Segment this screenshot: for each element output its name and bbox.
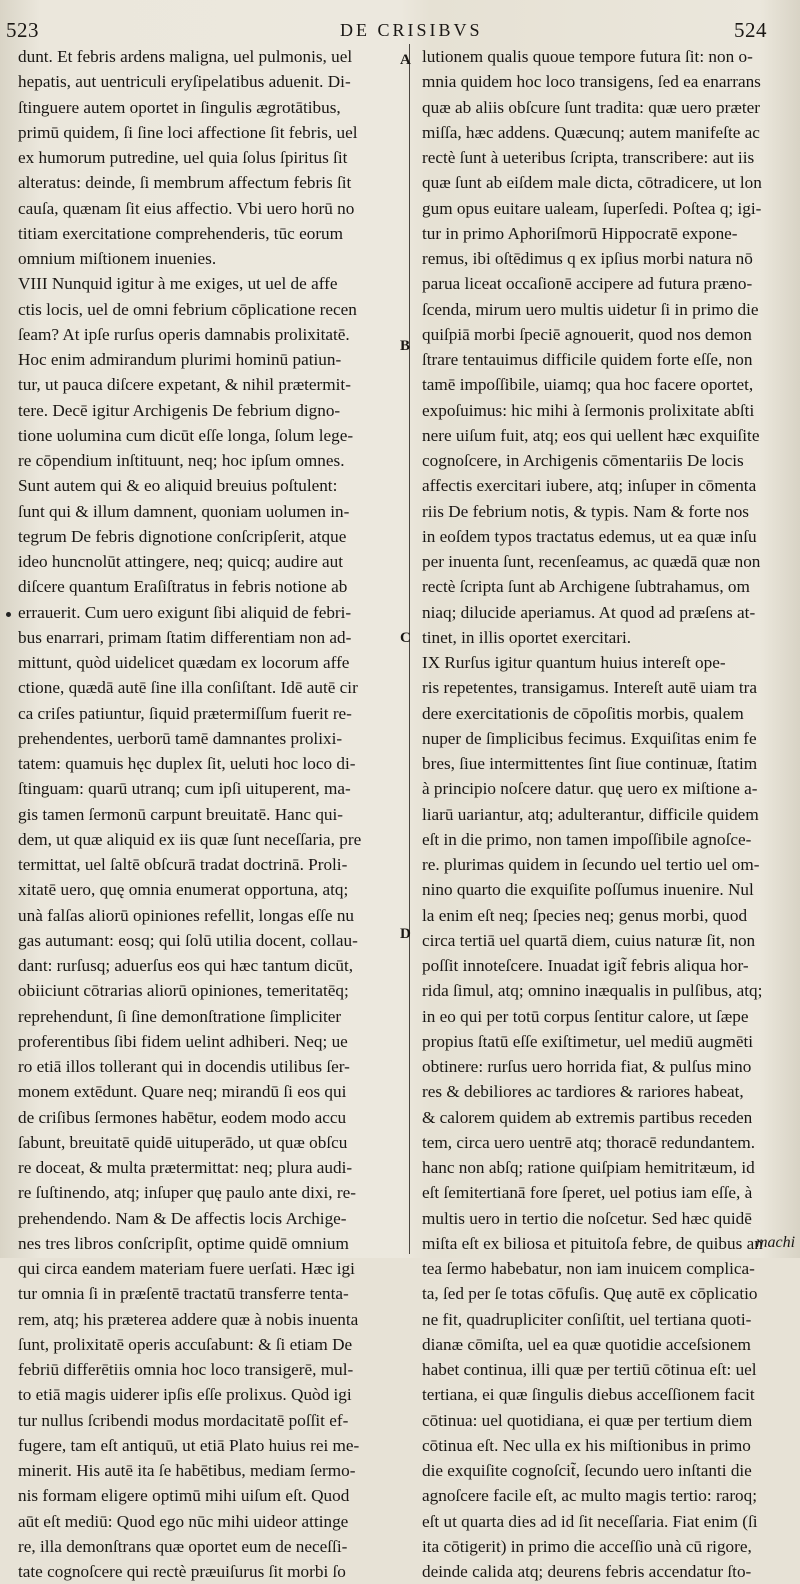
right-text-column <box>422 44 794 1584</box>
right-column-line: habet continua, illi quæ per tertiū cōtinua eſt: uel <box>422 1360 757 1379</box>
left-column-line: nis formam eligere optimū mihi uiſum eſt. Quod <box>18 1486 350 1506</box>
right-column-line: tinet, in illis oportet exercitari. <box>422 627 632 647</box>
left-column-line: unà falſas aliorū opiniones refellit, longas eſſe nu <box>18 905 355 925</box>
right-column-line: à principio noſcere datur. quę uero ex miſtione a- <box>422 779 758 799</box>
right-column-line: ta, ſed per ſe totas cōfuſis. Quę autē ex cōplicatio <box>422 1284 758 1304</box>
page-header <box>0 4 800 40</box>
section-marker-d: D <box>400 926 411 942</box>
left-column-line: prehendendo. Nam & De affectis locis Archige- <box>18 1208 347 1228</box>
right-column-line: quæ ab aliis obſcure ſunt tradita: quæ uero præter <box>422 97 760 117</box>
right-column-line: mnia quidem hoc loco transigens, ſed ea enarrans <box>422 72 761 92</box>
right-column-line: liarū uariantur, atq; adulterantur, difficile quidem <box>422 804 759 824</box>
column-divider-rule <box>409 44 410 1254</box>
left-column-line: hepatis, aut uentriculi eryſipelatibus aduenit. Di- <box>18 72 351 92</box>
right-column-line: tamē impoſſibile, uiamq; qua hoc facere oportet, <box>422 375 754 395</box>
right-column-line: nino quarto die exquiſite poſſumus inuenire. Nul <box>422 880 754 900</box>
right-column-line: tertiana, ei quæ ſingulis diebus acceſſionem facit <box>422 1385 755 1405</box>
left-column-line: ſtinguam: quarū utranq; cum ipſi uituperent, ma- <box>18 779 351 799</box>
right-column-line: miſta eſt ex biliosa et pituitoſa febre, de quibus an <box>422 1233 763 1253</box>
right-column-line: ſtrare tentauimus difficile quidem forte eſſe, non <box>422 350 753 369</box>
right-column-line: parua liceat occaſionē accipere ad futura præno- <box>422 274 753 294</box>
left-column-line: tur omnia ſi in præſentē tractatū transferre tenta- <box>18 1284 349 1304</box>
left-column-line: ro etiā illos tollerant qui in docendis utilibus ſer- <box>18 1057 350 1076</box>
margin-dot <box>6 612 11 617</box>
left-column-line: ſunt qui & illum damnent, quoniam uolumen in- <box>18 501 350 521</box>
left-column-line: tur, ut pauca diſcere expetant, & nihil prætermit- <box>18 375 351 395</box>
right-column-line: cognoſcere, in Archigenis cōmentariis De locis <box>422 451 744 470</box>
left-column-line: errauerit. Cum uero exigunt ſibi aliquid de febri- <box>18 602 352 622</box>
right-column-line: hanc non abſq; ratione quiſpiam hemitritæum, id <box>422 1158 755 1177</box>
right-column-line: tea ſermo habebatur, non iam inuicem complica- <box>422 1259 755 1278</box>
left-column-line: dunt. Et febris ardens maligna, uel pulmonis, uel <box>18 47 353 66</box>
left-column-line: de criſibus ſermones habētur, eodem modo accu <box>18 1107 347 1127</box>
right-column-line: nuper de ſimplicibus fecimus. Exquiſitas enim fe <box>422 728 757 748</box>
catchword: machi <box>756 1234 796 1251</box>
left-column-line: xitatē uero, quę omnia enumerat opportuna, atq; <box>18 880 349 900</box>
left-column-line: VIII Nunquid igitur à me exiges, ut uel de affe <box>18 274 338 294</box>
right-column-line: per inuenta ſunt, recenſeamus, ac quædā quæ non <box>422 552 761 571</box>
right-column-line: obtinere: rurſus uero horrida fiat, & pulſus mino <box>422 1057 752 1076</box>
right-column-line: cōtinua eſt. Nec ulla ex his miſtionibus in primo <box>422 1435 751 1455</box>
right-column-line: ris repetentes, transigamus. Intereſt autē uiam tra <box>422 678 758 698</box>
left-column-line: ca criſes patiuntur, ſiquid prætermiſſum fuerit re- <box>18 703 352 723</box>
left-column-line: tatem: quamuis hęc duplex ſit, ueluti hoc loco di- <box>18 754 356 773</box>
left-column-line: diſcere quantum Eraſiſtratus in febris notione ab <box>18 577 348 597</box>
left-column-line: ctis locis, uel de omni febrium cōplicatione recen <box>18 299 357 319</box>
left-column-line: tur nullus ſcribendi modus mordacitatē poſſit ef- <box>18 1410 349 1430</box>
right-column-line: propius ſtatū eſſe exiſtimetur, uel mediū augmēti <box>422 1031 754 1051</box>
right-column-line: deinde calida atq; deurens febris accendatur ſto- <box>422 1562 752 1581</box>
left-column-line: minerit. His autē ita ſe habētibus, mediam ſermo- <box>18 1461 356 1480</box>
right-column-line: eſt ſemitertianā fore ſperet, uel potius iam eſſe, à <box>422 1183 753 1203</box>
right-column-line: affectis exercitari iubere, atq; inſuper in cōmenta <box>422 476 757 496</box>
left-column-line: tegrum De febris dignotione conſcripſerit, atque <box>18 526 347 546</box>
right-column-line: tem, circa uero uentrē atq; thoracē redundantem. <box>422 1132 756 1152</box>
right-column-line: quiſpiā morbi ſpeciē agnouerit, quod nos demon <box>422 324 752 344</box>
right-column-line: ita cōtigerit) in primo die acceſſio unà cū rigore, <box>422 1536 752 1556</box>
left-column-line: tate cognoſcere qui rectè præuiſurus ſit morbi ſo <box>18 1562 346 1581</box>
right-column-line: circa tertiā uel quartā diem, cuius naturæ ſit, non <box>422 930 756 950</box>
right-column-line: la enim eſt neq; ſpecies neq; genus morbi, quod <box>422 905 748 925</box>
right-column-line: lutionem qualis quoue tempore futura ſit: non o- <box>422 47 753 66</box>
left-column-line: rem, atq; his præterea addere quæ à nobis inuenta <box>18 1309 359 1329</box>
left-column-line: re doceat, & multa prætermittat: neq; plura audi- <box>18 1158 353 1177</box>
left-column-line: aūt eſt mediū: Quod ego nūc mihi uideor attinge <box>18 1511 349 1531</box>
left-column-line: ideo huncnolūt attingere, neq; quicq; audire aut <box>18 552 344 571</box>
left-column-line: Sunt autem qui & eo aliquid breuius poſtulent: <box>18 476 338 496</box>
right-column-line: nere uiſum fuit, atq; eos qui uellent hæc exquiſite <box>422 425 760 445</box>
left-column-line: cauſa, quænam ſit eius affectio. Vbi uero horū no <box>18 198 355 218</box>
right-column-line: res & debiliores ac tardiores & rariores habeat, <box>422 1082 744 1102</box>
right-column-line: bres, ſiue intermittentes ſint ſiue continuæ, ſtatim <box>422 754 758 773</box>
right-column-line: expoſuimus: hic mihi à ſermonis prolixitate abſti <box>422 400 755 420</box>
right-column-line: eſt in die primo, non tamen impoſſibile agnoſce- <box>422 829 752 849</box>
left-column-line: titiam exercitatione comprehenderis, tūc eorum <box>18 223 344 243</box>
left-column-line: qui circa eandem materiam fuere uerſati. Hæc igi <box>18 1259 355 1278</box>
right-column-line: remus, ibi oſtēdimus q ex ipſius morbi natura nō <box>422 249 753 268</box>
left-column-line: ſabunt, breuitatē quidē uituperādo, ut quæ obſcu <box>18 1132 348 1152</box>
left-column-line: mittunt, quòd uidelicet quædam ex locorum affe <box>18 653 350 672</box>
left-column-line: obiiciunt cōtrarias aliorū opiniones, temeritatēq; <box>18 981 349 1001</box>
left-column-line: ſunt, prolixitatē operis accuſabunt: & ſi etiam De <box>18 1334 353 1354</box>
left-column-line: dant: rurſusq; aduerſus eos qui hæc tantum dicūt, <box>18 956 354 975</box>
right-column-line: eſt ut quarta dies ad id ſit neceſſaria. Fiat enim (ſi <box>422 1511 758 1531</box>
right-column-line: miſſa, hæc addens. Quæcunq; autem manifeſte ac <box>422 122 760 142</box>
right-column-line: agnoſcere facile eſt, ac multo magis tertio: raroq; <box>422 1486 758 1506</box>
left-column-line: re ſuſtinendo, atq; inſuper quę paulo ante dixi, re- <box>18 1183 356 1203</box>
right-column-line: multis uero in tertio die noſcetur. Sed hæc quidē <box>422 1208 752 1228</box>
right-column-line: cōtinua: uel quotidiana, ei quæ per tertium diem <box>422 1410 753 1430</box>
left-column-line: gas autumant: eosq; qui ſolū utilia docent, collau- <box>18 930 358 950</box>
left-column-line: alteratus: deinde, ſi membrum affectum febris ſit <box>18 173 352 193</box>
right-column-line: rectè ſunt à ueteribus ſcripta, transcribere: aut iis <box>422 148 755 167</box>
left-column-line: re, illa demonſtrans quæ oportet eum de neceſſi- <box>18 1536 348 1556</box>
right-column-line: die exquiſite cognoſcit̃, ſecundo uero inſtanti die <box>422 1461 752 1480</box>
left-column-line: re cōpendium inſtituunt, neq; hoc ipſum omnes. <box>18 451 345 470</box>
right-column-line: in eo qui per totū corpus ſentitur calore, ut ſæpe <box>422 1006 749 1026</box>
left-column-line: dem, ut quæ aliquid ex iis quæ ſunt neceſſaria, pre <box>18 829 362 849</box>
left-column-line: gis tamen ſermonū carpunt breuitatē. Hanc qui- <box>18 804 344 824</box>
left-column-line: termittat, uel ſaltē obſcurā tradat doctrinā. Proli- <box>18 855 348 874</box>
left-column-line: ctione, quædā autē ſine illa conſiſtant. Idē autē cir <box>18 678 358 698</box>
left-column-line: Hoc enim admirandum plurimi hominū patiun- <box>18 350 342 369</box>
section-marker-b: B <box>400 338 411 354</box>
right-column-line: rida ſimul, atq; omnino inæqualis in pulſibus, atq; <box>422 981 763 1001</box>
right-column-line: gum opus euitare ualeam, ſuperſedi. Poſtea q; igi- <box>422 198 762 218</box>
right-column-line: in eoſdem typos tractatus edemus, ut ea quæ inſu <box>422 526 757 546</box>
section-marker-c: C <box>400 630 411 646</box>
right-column-line: quæ ſunt ab eiſdem male dicta, cōtradicere, ut lon <box>422 173 762 193</box>
left-column-line: monem extēdunt. Quare neq; mirandū ſi eos qui <box>18 1082 347 1102</box>
section-marker-a: A <box>400 52 411 68</box>
right-column-line: rectè ſcripta ſunt ab Archigene ſubtrahamus, om <box>422 577 750 597</box>
left-column-line: ex humorum putredine, uel quia ſolus ſpiritus ſit <box>18 148 348 167</box>
left-column-line: bus enarrari, primam ſtatim differentiam non ad- <box>18 627 352 647</box>
right-column-line: re. plurimas quidem in ſecundo uel tertio uel om- <box>422 855 760 874</box>
left-column-line: tere. Decē igitur Archigenis De febrium digno- <box>18 400 341 420</box>
left-column-line: tione uolumina cum dicūt eſſe longa, ſolum lege- <box>18 425 354 445</box>
right-column-line: & calorem quidem ab extremis partibus receden <box>422 1107 753 1127</box>
left-column-line: primū quidem, ſi ſine loci affectione ſit febris, uel <box>18 122 358 142</box>
left-column-line: proferentibus ſibi fidem uelint adhiberi. Neq; ue <box>18 1031 348 1051</box>
left-column-line: nes tres libros conſcripſit, optime quidē omnium <box>18 1233 349 1253</box>
left-page-number: 523 <box>6 18 39 42</box>
left-column-line: omnium miſtionem inuenies. <box>18 249 217 268</box>
right-column-line: dere exercitationis de cōpoſitis morbis, qualem <box>422 703 744 723</box>
right-column-line: ſcenda, mirum uero multis uidetur ſi in primo die <box>422 299 759 319</box>
running-title: DE CRISIBVS <box>340 20 483 40</box>
right-column-line: niaq; dilucide aperiamus. At quod ad præſens at- <box>422 602 756 622</box>
left-column-line: reprehendunt, ſi ſine demonſtratione ſimpliciter <box>18 1006 342 1026</box>
right-column-line: dianæ cōmiſta, uel ea quæ quotidie acceſsionem <box>422 1334 751 1354</box>
left-column-line: prehendentes, uerborū tamē damnantes prolixi- <box>18 728 343 748</box>
right-column-line: tur in primo Aphoriſmorū Hippocratē expone- <box>422 223 738 243</box>
left-column-line: febriū differētiis omnia hoc loco transigerē, mul- <box>18 1360 354 1379</box>
right-column-line: riis De febrium notis, & typis. Nam & forte nos <box>422 501 749 521</box>
right-column-line: IX Rurſus igitur quantum huius intereſt ope- <box>422 653 726 672</box>
right-column-line: poſſit innoteſcere. Inuadat igit̃ febris aliqua hor- <box>422 956 749 975</box>
right-column-line: ne fit, quadrupliciter conſiſtit, uel tertiana quoti- <box>422 1309 752 1329</box>
left-column-line: ſeam? At ipſe rurſus operis damnabis prolixitatē. <box>18 324 350 344</box>
left-column-line: ſtinguere autem oportet in ſingulis ægrotātibus, <box>18 97 341 117</box>
left-column-line: to etiā magis uiderer ipſis eſſe prolixus. Quòd igi <box>18 1385 352 1405</box>
left-text-column <box>18 44 400 1584</box>
right-page-number: 524 <box>734 18 767 42</box>
left-column-line: fugere, tam eſt antiquū, ut etiā Plato huius rei me- <box>18 1435 360 1455</box>
